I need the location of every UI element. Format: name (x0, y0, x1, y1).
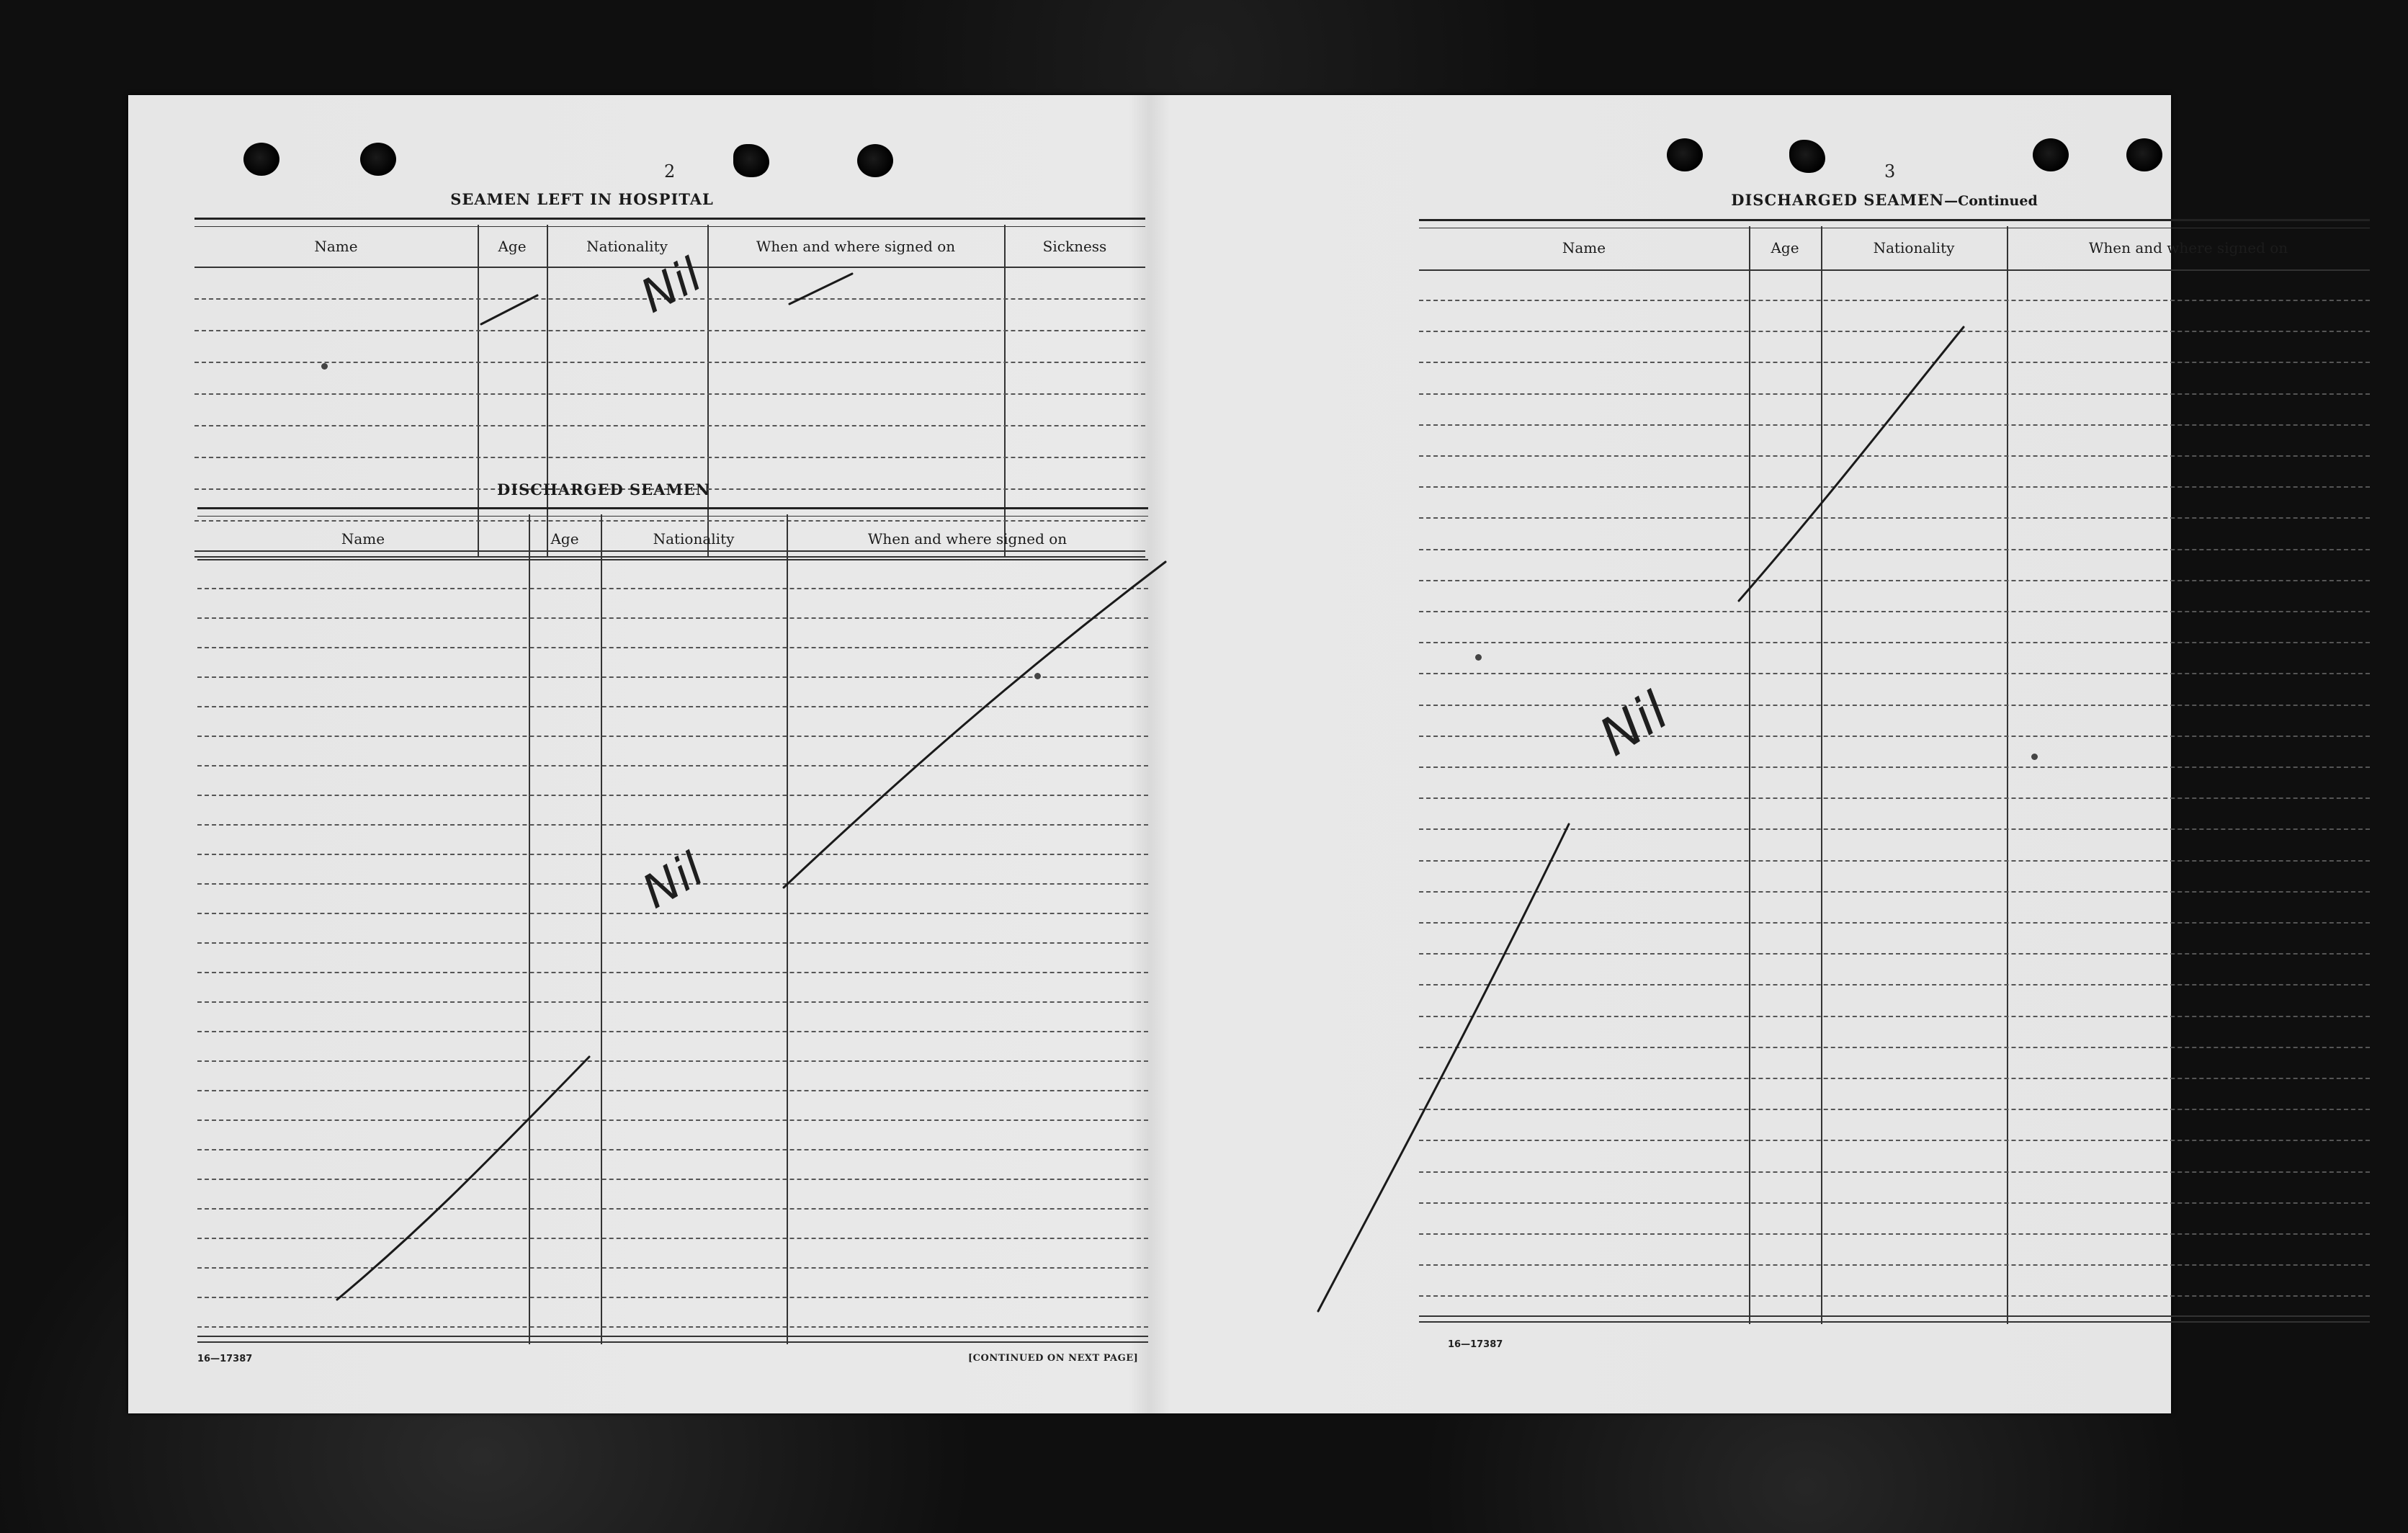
ruled-line (197, 1297, 1148, 1298)
punch-hole (360, 143, 396, 176)
ruled-line (194, 362, 1145, 363)
ruled-line (1419, 1233, 2370, 1235)
ruled-line (197, 942, 1148, 944)
bleed-through-mark (1034, 673, 1041, 679)
punch-hole (857, 144, 893, 177)
ruled-line (197, 1001, 1148, 1003)
ruled-line (1419, 766, 2370, 768)
ruled-line (197, 1149, 1148, 1150)
column-divider (1821, 226, 1822, 1324)
ruled-line (1419, 1078, 2370, 1079)
punch-hole (2033, 138, 2069, 171)
column-divider (1749, 226, 1750, 1324)
handwritten-nil: Nil (1589, 680, 1679, 768)
page-number: 2 (664, 161, 676, 182)
ruled-line (1419, 549, 2370, 550)
ruled-line (1419, 736, 2370, 737)
ruled-line (1419, 797, 2370, 799)
discharged-continued-table (1419, 219, 2370, 1429)
ruled-line (1419, 362, 2370, 363)
ruled-line (197, 795, 1148, 796)
ruled-line (1419, 984, 2370, 986)
ruled-line (1419, 393, 2370, 395)
continued-note: [CONTINUED ON NEXT PAGE] (968, 1353, 1139, 1364)
ruled-line (194, 425, 1145, 426)
ruled-line (197, 736, 1148, 737)
ruled-line (194, 393, 1145, 395)
column-divider (601, 514, 602, 1344)
column-header-nationality: Nationality (653, 530, 735, 548)
ruled-line (197, 1060, 1148, 1062)
ruled-line (1419, 1109, 2370, 1110)
ruled-line (1419, 1295, 2370, 1297)
ruled-line (1419, 705, 2370, 706)
ruled-line (197, 1267, 1148, 1269)
section-title-text: DISCHARGED SEAMEN (497, 481, 710, 499)
ruled-line (1419, 828, 2370, 830)
punch-hole (243, 143, 279, 176)
section-title-suffix: —Continued (1944, 193, 2038, 209)
left-page (128, 95, 1150, 1413)
column-header-nationality: Nationality (586, 238, 668, 255)
ruled-line (197, 1238, 1148, 1239)
column-header-signed-on: When and where signed on (867, 530, 1068, 548)
bleed-through-mark (1475, 654, 1482, 661)
ruled-line (1419, 611, 2370, 612)
section-title-hospital (344, 190, 820, 208)
column-divider (787, 514, 788, 1344)
section-title-discharged (366, 481, 841, 499)
column-divider (2007, 226, 2008, 1324)
column-header-name: Name (1562, 239, 1606, 256)
column-header-name: Name (314, 238, 358, 255)
column-header-nationality: Nationality (1873, 239, 1955, 256)
ruled-line (197, 1179, 1148, 1180)
ruled-line (197, 676, 1148, 678)
ruled-line (1419, 953, 2370, 955)
column-header-name: Name (341, 530, 385, 548)
ruled-line (1419, 517, 2370, 519)
crew-list-form-sheet (128, 95, 2288, 1413)
ruled-line (1419, 860, 2370, 862)
ruled-line (1419, 1171, 2370, 1173)
table-top-rule (197, 507, 1148, 517)
form-code: 16—17387 (1448, 1339, 1503, 1350)
table-bottom-rule (1419, 1315, 2370, 1323)
punch-hole (1667, 138, 1703, 171)
ruled-line (197, 765, 1148, 766)
ruled-line (1419, 580, 2370, 581)
ruled-line (1419, 424, 2370, 426)
ruled-line (197, 913, 1148, 914)
punch-hole (1789, 140, 1825, 173)
ruled-line (1419, 922, 2370, 924)
ruled-line (194, 457, 1145, 458)
handwritten-nil: Nil (632, 248, 711, 324)
ruled-line (1419, 331, 2370, 332)
ruled-line (1419, 455, 2370, 457)
table-top-rule (1419, 219, 2370, 228)
table-bottom-rule (197, 1336, 1148, 1343)
column-header-signed-on: When and where signed on (2088, 239, 2288, 256)
ruled-line (1419, 1264, 2370, 1266)
handwritten-nil: Nil (634, 843, 713, 920)
ruled-line (1419, 1047, 2370, 1048)
column-header-signed-on: When and where signed on (756, 238, 956, 255)
column-header-age: Age (1771, 239, 1799, 256)
ruled-line (1419, 642, 2370, 643)
right-page (1150, 95, 2288, 1413)
bleed-through-mark (321, 363, 328, 370)
ruled-line (197, 1031, 1148, 1032)
page-number: 3 (1884, 161, 1896, 182)
ruled-line (197, 706, 1148, 707)
ruled-line (1419, 891, 2370, 893)
table-top-rule (194, 218, 1145, 227)
ruled-line (1419, 1140, 2370, 1141)
ruled-line (197, 1208, 1148, 1210)
ruled-line (1419, 300, 2370, 301)
ruled-line (197, 617, 1148, 619)
ruled-line (197, 1119, 1148, 1121)
ruled-line (197, 1326, 1148, 1328)
ruled-line (1419, 486, 2370, 488)
ruled-line (197, 1090, 1148, 1091)
header-underline (1419, 269, 2370, 271)
punch-hole (2126, 138, 2162, 171)
section-title-discharged-continued (1668, 191, 2100, 209)
bleed-through-mark (2031, 754, 2038, 760)
column-header-age: Age (498, 238, 527, 255)
discharged-table (197, 507, 1148, 1346)
section-title-text: DISCHARGED SEAMEN (1731, 191, 1945, 209)
column-header-age: Age (550, 530, 579, 548)
ruled-line (197, 588, 1148, 589)
ruled-line (197, 647, 1148, 648)
ruled-line (1419, 1202, 2370, 1204)
ruled-line (197, 824, 1148, 826)
section-title-text: SEAMEN LEFT IN HOSPITAL (450, 190, 714, 208)
ruled-line (1419, 673, 2370, 674)
ruled-line (194, 330, 1145, 331)
punch-hole (733, 144, 769, 177)
column-divider (529, 514, 530, 1344)
column-header-sickness: Sickness (1042, 238, 1107, 255)
ruled-line (197, 972, 1148, 973)
ruled-line (1419, 1016, 2370, 1017)
form-code: 16—17387 (197, 1354, 253, 1364)
header-underline (197, 559, 1148, 560)
